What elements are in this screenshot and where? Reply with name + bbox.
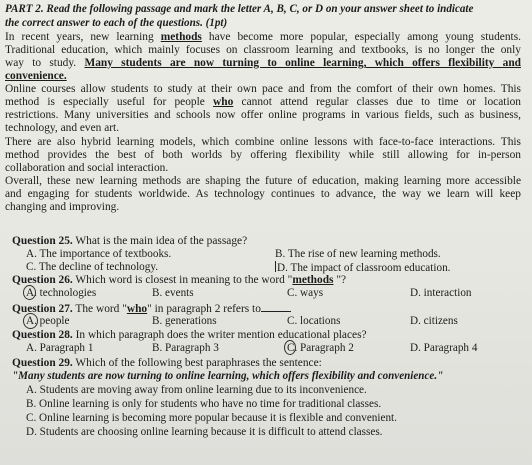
q26-option-a[interactable]: A. technologies [26, 287, 97, 299]
q26-option-c[interactable]: C. ways [287, 287, 324, 299]
passage-p2-line-3: restrictions. Many universities and schools now offer online programs in various fields, such as business, [5, 109, 521, 121]
passage-p2-line-1: Online courses allow students to study at their own pace and from the comfort of their own homes. This [5, 83, 521, 95]
q28-option-d[interactable]: D. Paragraph 4 [410, 342, 478, 354]
answer-mark-icon [275, 261, 276, 272]
q27-option-c[interactable]: C. locations [287, 315, 341, 327]
question-26-label: Question 26. [12, 274, 73, 286]
q25-option-b[interactable]: B. The rise of new learning methods. [275, 248, 441, 260]
answer-blank [261, 302, 291, 312]
q27-option-a[interactable]: A. people [26, 315, 70, 327]
question-27-label: Question 27. [12, 303, 73, 315]
passage-p1-line-4: convenience. [5, 70, 67, 82]
q28-option-a[interactable]: A. Paragraph 1 [26, 342, 94, 354]
q27-option-b[interactable]: B. generations [152, 315, 217, 327]
q25-option-c[interactable]: C. The decline of technology. [26, 261, 159, 273]
highlight-sentence: Many students are now turning to online learning, which offers flexibility and [84, 57, 521, 69]
passage-p1-line-3: way to study. Many students are now turning to online learning, which offers flexibility and [5, 57, 521, 69]
question-25-stem: Question 25. What is the main idea of the passage? [12, 235, 248, 247]
passage-p4-line-1: Overall, these new learning methods are shaping the future of education, making learning more accessible [5, 175, 521, 187]
question-28-label: Question 28. [12, 329, 73, 341]
passage-p2-line-2: method is especially useful for people who cannot attend regular classes due to time or location [5, 96, 522, 108]
q29-option-b[interactable]: B. Online learning is only for students who have no time for traditional classes. [26, 398, 382, 410]
q28-option-b[interactable]: B. Paragraph 3 [152, 342, 219, 354]
passage-p2-line-4: technology, and even art. [5, 122, 120, 134]
highlight-who: who [213, 96, 234, 108]
question-27-stem: Question 27. The word "who" in paragraph 2 refers to [12, 302, 291, 315]
part-title-line-2: the correct answer to each of the questions. (1pt) [5, 17, 228, 29]
q29-option-d[interactable]: D. Students are choosing online learning because it is difficult to attend classes. [26, 426, 383, 438]
question-25-label: Question 25. [12, 235, 73, 247]
passage-p4-line-3: changing and improving. [5, 201, 120, 213]
question-29-stem: Question 29. Which of the following best paraphrases the sentence: [12, 357, 322, 369]
highlight-methods: methods [160, 31, 202, 43]
passage-p3-line-1: There are also hybrid learning models, which combine online lessons with face-to-face interactions. This [5, 136, 521, 148]
passage-p3-line-3: collaboration and social interaction. [5, 162, 169, 174]
q28-option-c[interactable]: C. Paragraph 2 [287, 342, 354, 354]
question-29-quote: "Many students are now turning to online learning, which offers flexibility and convenience." [12, 370, 444, 382]
passage-p1-line-2: Traditional education, which mainly focuses on classroom learning and textbooks, is no longer the only [5, 44, 521, 56]
q29-option-c[interactable]: C. Online learning is becoming more popular because it is flexible and convenient. [26, 412, 397, 424]
question-28-stem: Question 28. In which paragraph does the writer mention educational places? [12, 329, 367, 341]
passage-p4-line-2: and engaging for students worldwide. As technology continues to advance, the way we learn will keep [5, 188, 521, 200]
part-title-line-1: PART 2. Read the following passage and mark the letter A, B, C, or D on your answer sheet to indicate [5, 3, 474, 15]
question-26-stem: Question 26. Which word is closest in meaning to the word "methods "? [12, 274, 347, 286]
q27-option-d[interactable]: D. citizens [410, 315, 458, 327]
q26-option-b[interactable]: B. events [152, 287, 194, 299]
passage-p1-line-1: In recent years, new learning methods have become more popular, especially among young students. [5, 31, 521, 43]
question-29-label: Question 29. [12, 357, 73, 369]
q25-option-a[interactable]: A. The importance of textbooks. [26, 248, 172, 260]
q25-option-d[interactable]: D. The impact of classroom education. [277, 262, 451, 274]
q26-option-d[interactable]: D. interaction [410, 287, 472, 299]
passage-p3-line-2: method provides the best of both worlds by offering flexibility while still allowing for in-person [5, 149, 521, 161]
q29-option-a[interactable]: A. Students are moving away from online learning due to its inconvenience. [26, 384, 367, 396]
